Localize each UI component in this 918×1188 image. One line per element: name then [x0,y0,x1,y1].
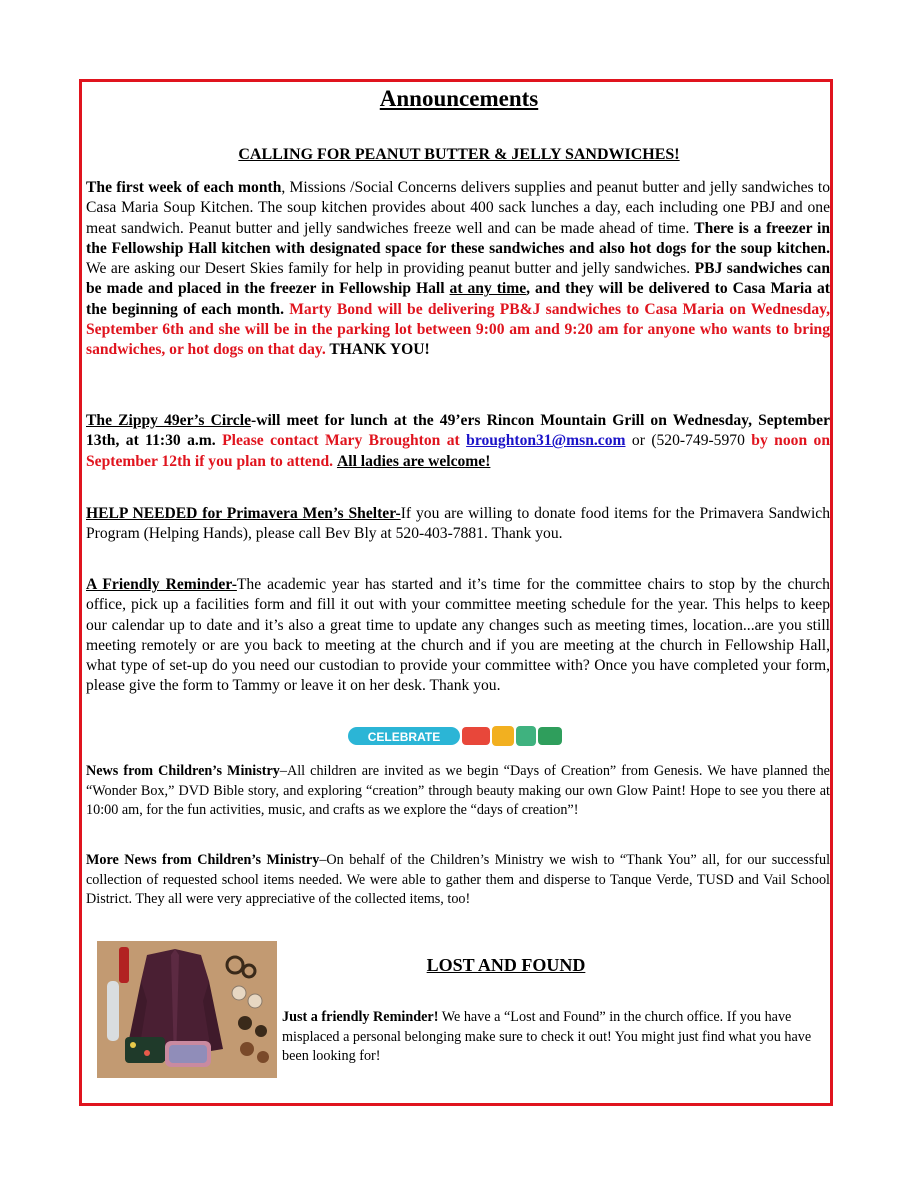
pbj-placement-1: PBJ sandwiches can be made and placed in the freezer in Fellowship Hall [86,260,830,298]
pbj-any-time: at any time [449,280,527,298]
pbj-heading: CALLING FOR PEANUT BUTTER & JELLY SANDWICHES! [238,146,680,163]
childrens-news-paragraph [86,762,830,821]
pbj-placement-2: , and they will be delivered to Casa Maria at the beginning of each month. [86,280,830,318]
pbj-freezer-note: There is a freezer in the Fellowship Hall kitchen with designated space for these sandwiches and also hot dogs for the soup kitchen. [86,219,830,257]
celebrate-logo-text: CELEBRATE [367,730,441,744]
pbj-delivery-note: Marty Bond will be delivering PB&J sandwiches to Casa Maria on Wednesday, September 6th and she will be in the parking lot between 9:00 am and 9:20 am for anyone who wants to bring sandwiches, or hot dogs on that day. [86,300,830,359]
pbj-thank-you: THANK YOU! [325,341,430,359]
pbj-text-2: We are asking our Desert Skies family for help in providing peanut butter and jelly sandwiches. [86,260,695,278]
pbj-paragraph [86,178,830,361]
zippy-ladies: All ladies are welcome! [336,452,491,470]
childrens-more-news-heading: More News from Children’s Ministry [86,852,320,868]
childrens-news-text: –All children are invited as we begin “Days of Creation” from Genesis. We have planned the “Wonder Box,” DVD Bible story, and exploring “creation” through beauty making our own Glow Paint! Hope to see you there at 10:00 am, for the fun activities, music, and crafts as we explore the “days of creation”! [86,763,830,818]
celebrate-logo [348,724,564,748]
pbj-lead: The first week of each month [86,179,282,196]
zippy-phone: or (520-749-5970 [625,432,752,450]
zippy-deadline: by noon on September 12th if you plan to attend. [86,432,831,470]
zippy-name: The Zippy 49er’s Circle [86,412,251,429]
zippy-contact: Please contact Mary Broughton at [222,432,467,450]
lost-and-found-heading: LOST AND FOUND [426,955,586,975]
childrens-news-heading: News from Children’s Ministry [86,763,280,779]
shelter-heading: HELP NEEDED for Primavera Men’s Shelter- [86,505,401,522]
pbj-text-1: , Missions /Social Concerns delivers supplies and peanut butter and jelly sandwiches to Casa Maria Soup Kitchen. The soup kitchen provides about 400 sack lunches a day, each including one PBJ and one meat sandwich. Peanut butter and jelly sandwiches freeze well and can be made ahead of time. [86,179,830,237]
reminder-text: The academic year has started and it’s time for the committee chairs to stop by the church office, pick up a facilities form and fill it out with your committee meeting schedule for the year. This helps to keep our calendar up to date and it’s also a great time to update any changes such as meeting times, location...are you still meeting remotely or are you back to meeting at the church and if you are meeting at the church in Fellowship Hall, what type of set-up do you need our custodian to provide your committee with? Once you have completed your form, please give the form to Tammy or leave it on her desk. Thank you. [86,576,830,695]
reminder-heading: A Friendly Reminder- [86,576,237,593]
page-title: Announcements [379,86,539,111]
reminder-paragraph [86,575,830,697]
zippy-details: -will meet for lunch at the 49’ers Rincon Mountain Grill on Wednesday, September 13th, at 11:30 a.m. [86,412,831,450]
childrens-more-news-text: –On behalf of the Children’s Ministry we wish to “Thank You” all, for our successful collection of requested school items needed. We were able to gather them and disperse to Tanque Verde, TUSD and Vail School District. They all were very appreciative of the collected items, too! [86,852,831,907]
shelter-text: If you are willing to donate food items for the Primavera Sandwich Program (Helping Hands), please call Bev Bly at 520-403-7881. Thank you. [86,505,830,543]
childrens-more-news-paragraph [86,851,830,910]
zippy-paragraph [86,411,830,472]
lost-and-found-text: We have a “Lost and Found” in the church office. If you have misplaced a personal belonging make sure to check it out! You might just find what you have been looking for! [282,1009,812,1064]
lost-and-found-paragraph [282,1008,830,1067]
lost-and-found-photo [97,941,277,1078]
shelter-paragraph [86,504,830,545]
lost-and-found-lead: Just a friendly Reminder! [282,1009,439,1025]
zippy-email-link[interactable]: broughton31@msn.com [466,432,626,450]
